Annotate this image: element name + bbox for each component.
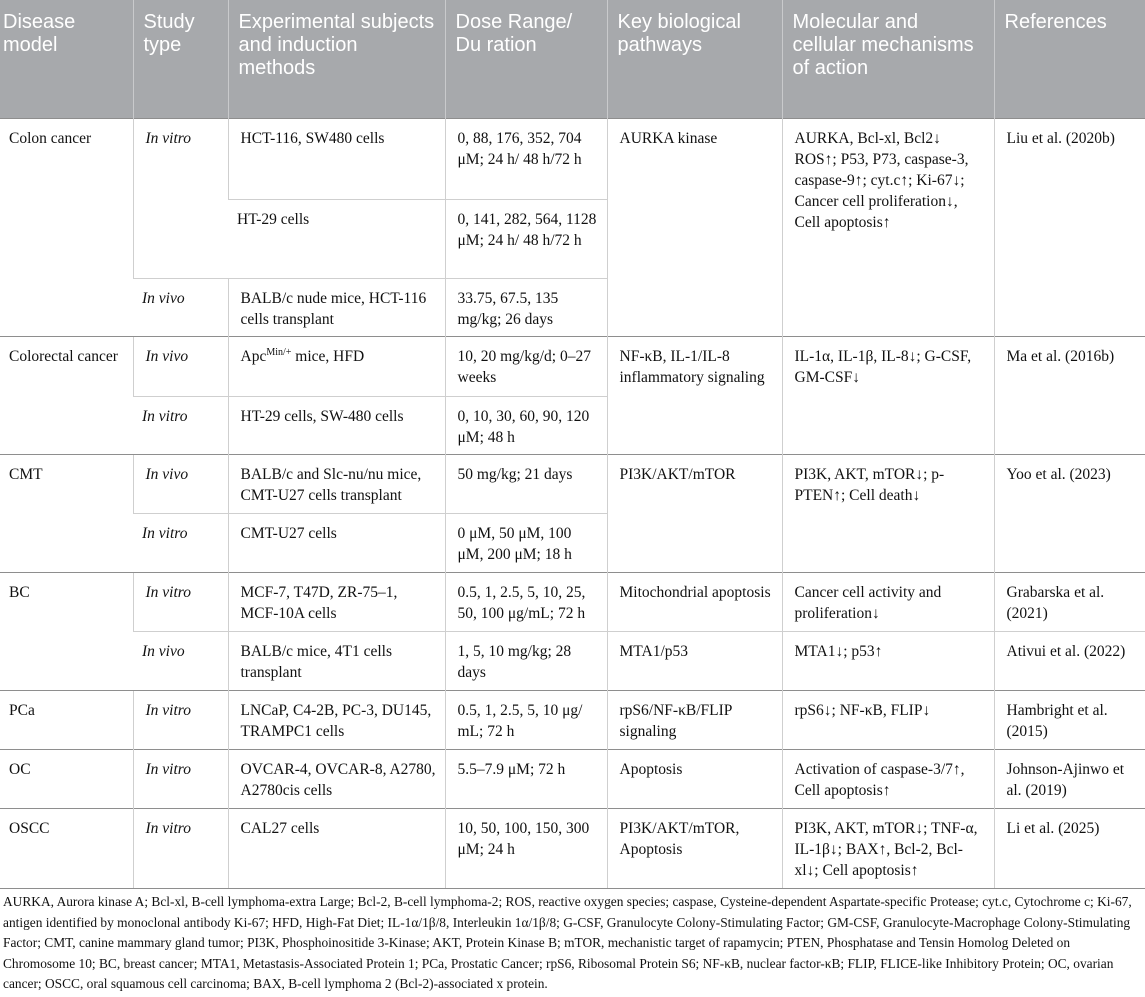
reference-cell: Hambright et al. (2015) [994,690,1145,749]
subjects-cell: HT-29 cells, SW-480 cells [228,396,445,454]
mechanism-cell: IL-1α, IL-1β, IL-8↓; G-CSF, GM-CSF↓ [782,336,994,454]
table-row [0,749,1145,808]
header-study-type: Study type [133,0,228,118]
disease-cell: OC [0,749,133,808]
table-row [0,336,1145,396]
subjects-cell: OVCAR-4, OVCAR-8, A2780, A2780cis cells [228,749,445,808]
disease-cell: PCa [0,690,133,749]
dose-cell: 0, 141, 282, 564, 1128 μM; 24 h/ 48 h/72 h [445,199,607,278]
dose-cell: 0 μM, 50 μM, 100 μM, 200 μM; 18 h [445,513,607,572]
study-type-cell: In vitro [133,808,228,888]
subjects-main: Apc [240,347,267,365]
mechanism-cell: MTA1↓; p53↑ [782,631,994,690]
table-row [0,631,1145,690]
dose-cell: 0.5, 1, 2.5, 5, 10 μg/ mL; 72 h [445,690,607,749]
reference-cell: Yoo et al. (2023) [994,454,1145,572]
reference-cell: Liu et al. (2020b) [994,118,1145,336]
pathway-cell: NF-κB, IL-1/IL-8 inflammatory signaling [607,336,782,454]
table-row [0,118,1145,199]
table-row [0,690,1145,749]
header-references: References [994,0,1145,118]
disease-cell: OSCC [0,808,133,888]
study-type-cell: In vivo [133,631,228,690]
reference-cell: Ma et al. (2016b) [994,336,1145,454]
table-footnote: AURKA, Aurora kinase A; Bcl-xl, B-cell lymphoma-extra Large; Bcl-2, B-cell lymphoma-2; ROS, reactive oxygen species; caspase, Cysteine-dependent Aspartate-specific Protease; cyt.c, Cytochrome c; Ki-67, antigen identified by monoclonal antibody Ki-67; HFD, High-Fat Diet; IL-1α/1β/8, Interleukin 1α/1β/8; G-CSF, Granulocyte Colony-Stimulating Factor; GM-CSF, Granulocyte-Macrophage Colony-Stimulating Factor; CMT, canine mammary gland tumor; PI3K, Phosphoinositide 3-Kinase; AKT, Protein Kinase B; mTOR, mechanistic target of rapamycin; PTEN, Phosphatase and Tensin Homolog Deleted on Chromosome 10; BC, breast cancer; MTA1, Metastasis-Associated Protein 1; PCa, Prostatic Cancer; rpS6, Ribosomal Protein S6; NF-κB, nuclear factor-κB; FLIP, FLICE-like Inhibitory Protein; OC, ovarian cancer; OSCC, oral squamous cell carcinoma; BAX, B-cell lymphoma 2 (Bcl-2)-associated x protein. [3,894,1132,991]
mechanism-cell: rpS6↓; NF-κB, FLIP↓ [782,690,994,749]
subjects-cell: HT-29 cells [228,199,445,278]
study-type-cell: In vitro [133,690,228,749]
table-row [0,808,1145,888]
mechanism-cell: AURKA, Bcl-xl, Bcl2↓ ROS↑; P53, P73, caspase-3, caspase-9↑; cyt.c↑; Ki-67↓; Cancer cell proliferation↓, Cell apoptosis↑ [782,118,994,336]
dose-cell: 33.75, 67.5, 135 mg/kg; 26 days [445,278,607,336]
subjects-cell: CAL27 cells [228,808,445,888]
subjects-cell: BALB/c nude mice, HCT-116 cells transplant [228,278,445,336]
reference-cell: Grabarska et al. (2021) [994,572,1145,631]
pathway-cell: PI3K/AKT/mTOR, Apoptosis [607,808,782,888]
mechanism-cell: Activation of caspase-3/7↑, Cell apoptosis↑ [782,749,994,808]
study-type-cell: In vivo [133,454,228,513]
header-mechanisms: Molecular and cellular mechanisms of action [782,0,994,118]
dose-cell: 10, 50, 100, 150, 300 μM; 24 h [445,808,607,888]
dose-cell: 50 mg/kg; 21 days [445,454,607,513]
study-type-cell: In vivo [133,336,228,396]
subjects-cell: HCT-116, SW480 cells [228,118,445,199]
mechanism-cell: PI3K, AKT, mTOR↓; p-PTEN↑; Cell death↓ [782,454,994,572]
dose-cell: 0.5, 1, 2.5, 5, 10, 25, 50, 100 μg/mL; 72 h [445,572,607,631]
dose-cell: 1, 5, 10 mg/kg; 28 days [445,631,607,690]
reference-cell: Johnson-Ajinwo et al. (2019) [994,749,1145,808]
study-type-cell: In vitro [133,118,228,278]
subjects-cell: BALB/c and Slc-nu/nu mice, CMT-U27 cells transplant [228,454,445,513]
header-disease-model: Disease model [0,0,133,118]
dose-cell: 5.5–7.9 μM; 72 h [445,749,607,808]
header-pathways: Key biological pathways [607,0,782,118]
study-type-cell: In vitro [133,749,228,808]
table-row [0,572,1145,631]
disease-cell: Colorectal cancer [0,336,133,454]
disease-cell: BC [0,572,133,690]
header-dose: Dose Range/ Du ration [445,0,607,118]
study-type-cell: In vivo [133,278,228,336]
pathway-cell: MTA1/p53 [607,631,782,690]
table-header [0,0,1145,118]
subjects-cell: CMT-U27 cells [228,513,445,572]
disease-cell: CMT [0,454,133,572]
disease-cell: Colon cancer [0,118,133,336]
pathway-cell: AURKA kinase [607,118,782,336]
study-type-cell: In vitro [133,396,228,454]
dose-cell: 10, 20 mg/kg/d; 0–27 weeks [445,336,607,396]
mechanism-cell: PI3K, AKT, mTOR↓; TNF-α, IL-1β↓; BAX↑, Bcl-2, Bcl-xl↓; Cell apoptosis↑ [782,808,994,888]
subjects-cell: BALB/c mice, 4T1 cells transplant [228,631,445,690]
subjects-superscript: Min/+ [266,346,292,358]
study-type-cell: In vitro [133,513,228,572]
pathway-cell: PI3K/AKT/mTOR [607,454,782,572]
subjects-cell [228,336,445,396]
subjects-cell: LNCaP, C4-2B, PC-3, DU145, TRAMPC1 cells [228,690,445,749]
header-row [0,0,1145,118]
pathway-cell: Mitochondrial apoptosis [607,572,782,631]
subjects-rest: mice, HFD [291,347,365,365]
reference-cell: Ativui et al. (2022) [994,631,1145,690]
pathway-cell: Apoptosis [607,749,782,808]
study-type-cell: In vitro [133,572,228,631]
header-subjects: Experimental subjects and induction methods [228,0,445,118]
dose-cell: 0, 10, 30, 60, 90, 120 μM; 48 h [445,396,607,454]
reference-cell: Li et al. (2025) [994,808,1145,888]
table-row [0,454,1145,513]
table-body [0,118,1145,888]
subjects-cell: MCF-7, T47D, ZR-75–1, MCF-10A cells [228,572,445,631]
dose-cell: 0, 88, 176, 352, 704 μM; 24 h/ 48 h/72 h [445,118,607,199]
pathway-cell: rpS6/NF-κB/FLIP signaling [607,690,782,749]
mechanism-cell: Cancer cell activity and proliferation↓ [782,572,994,631]
